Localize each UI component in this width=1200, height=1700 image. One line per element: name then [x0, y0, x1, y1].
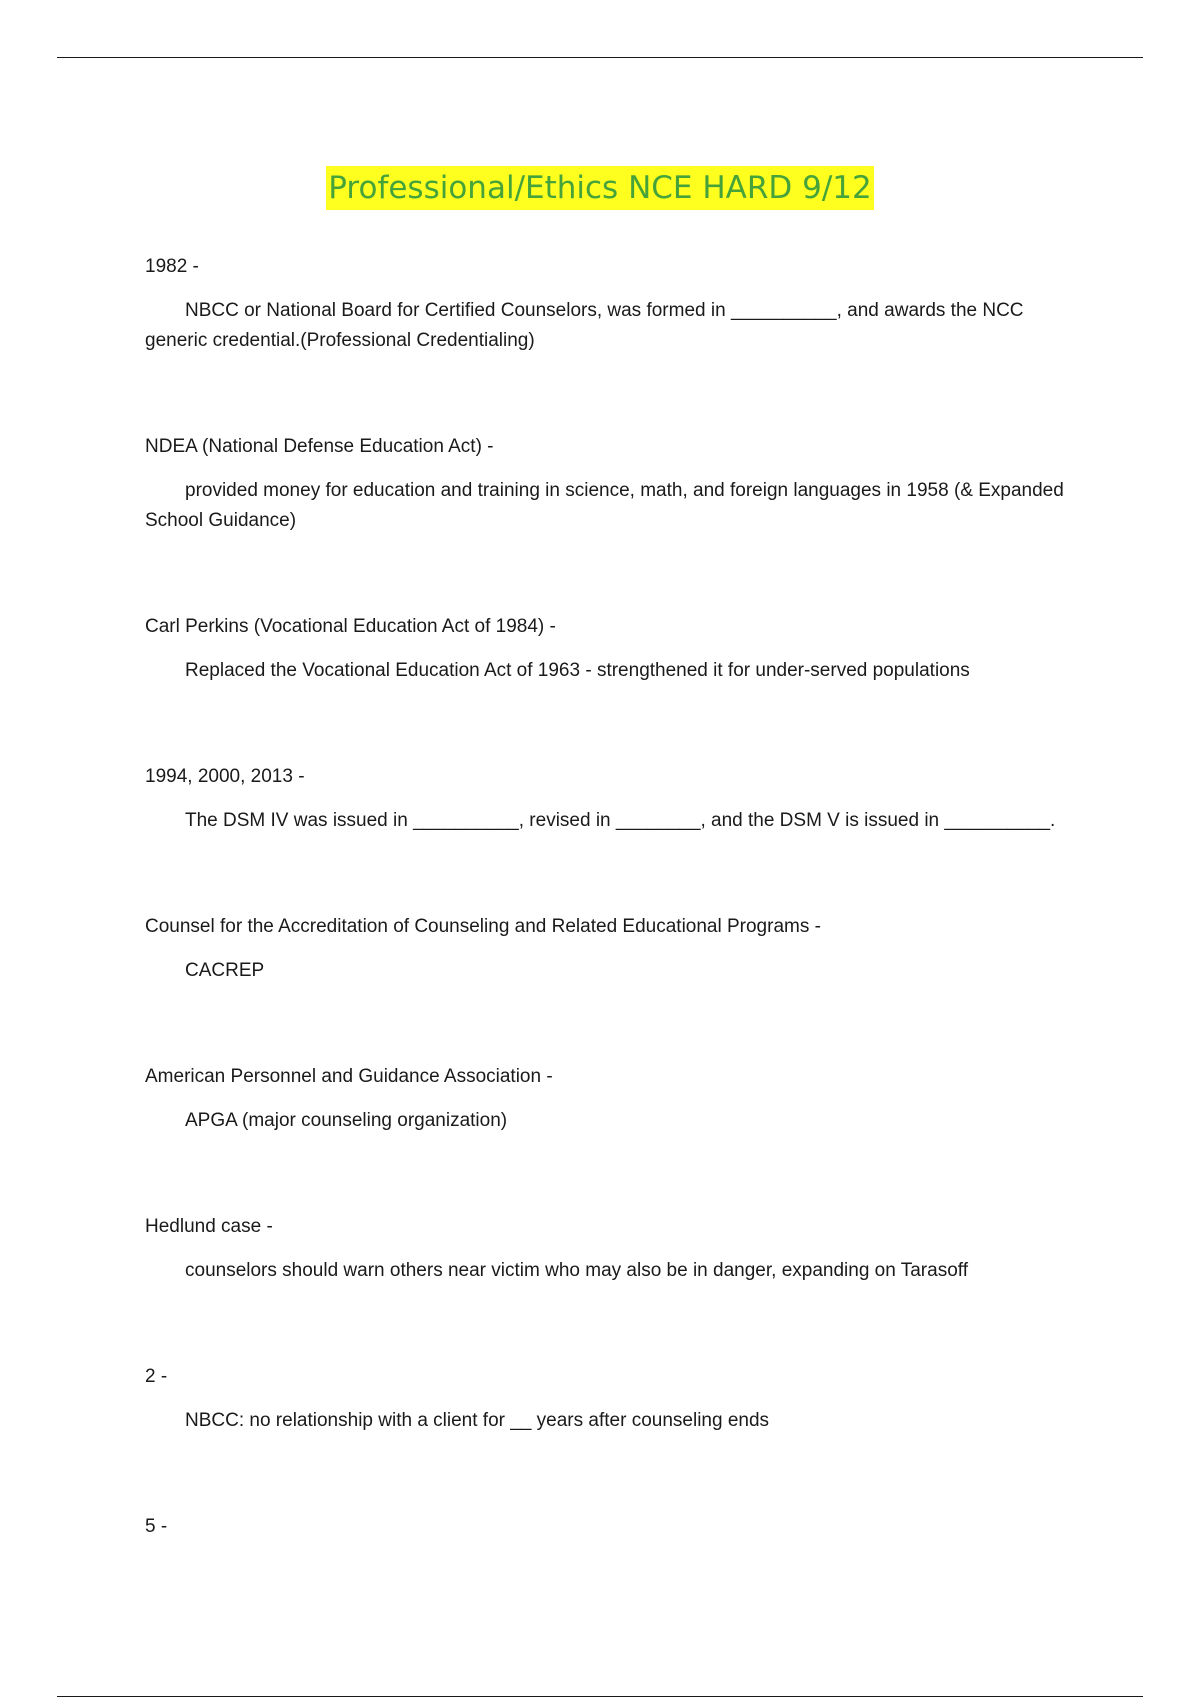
flashcard-definition: CACREP: [185, 960, 265, 981]
flashcard-definition: Replaced the Vocational Education Act of 1963 - strengthened it for under-served populations: [185, 660, 970, 681]
flashcard-definition: provided money for education and training in science, math, and foreign languages in 1958 (& Expanded School Guidance): [145, 480, 1064, 531]
flashcard-definition: NBCC: no relationship with a client for __ years after counseling ends: [185, 1410, 770, 1431]
flashcard-entry: [145, 1362, 1065, 1436]
flashcard-definition: NBCC or National Board for Certified Counselors, was formed in __________, and awards the NCC generic credential.(Professional Credentialing): [145, 300, 1024, 351]
flashcard-term: 2 -: [145, 1366, 168, 1387]
footer-rule: [57, 1696, 1143, 1697]
flashcard-term: Carl Perkins (Vocational Education Act of 1984) -: [145, 616, 556, 637]
flashcard-term: 1982 -: [145, 256, 199, 277]
flashcard-definition: counselors should warn others near victim who may also be in danger, expanding on Tarasoff: [185, 1260, 968, 1281]
flashcard-term: Hedlund case -: [145, 1216, 273, 1237]
flashcard-entry: [145, 252, 1065, 356]
flashcard-term: Counsel for the Accreditation of Counseling and Related Educational Programs -: [145, 916, 821, 937]
flashcard-entry: [145, 1212, 1065, 1286]
flashcard-term: 1994, 2000, 2013 -: [145, 766, 305, 787]
flashcard-term: 5 -: [145, 1516, 168, 1537]
title-container: [0, 166, 1200, 210]
flashcard-entry: [145, 762, 1065, 836]
header-rule: [57, 57, 1143, 58]
flashcard-list: [145, 252, 1065, 1618]
flashcard-term: NDEA (National Defense Education Act) -: [145, 436, 494, 457]
flashcard-term: American Personnel and Guidance Association -: [145, 1066, 553, 1087]
flashcard-definition: APGA (major counseling organization): [185, 1110, 508, 1131]
flashcard-entry: [145, 612, 1065, 686]
flashcard-entry: [145, 432, 1065, 536]
flashcard-entry: [145, 912, 1065, 986]
document-title: Professional/Ethics NCE HARD 9/12: [326, 166, 873, 210]
flashcard-entry: [145, 1062, 1065, 1136]
flashcard-entry: [145, 1512, 1065, 1542]
flashcard-definition: The DSM IV was issued in __________, revised in ________, and the DSM V is issued in __________.: [185, 810, 1056, 831]
